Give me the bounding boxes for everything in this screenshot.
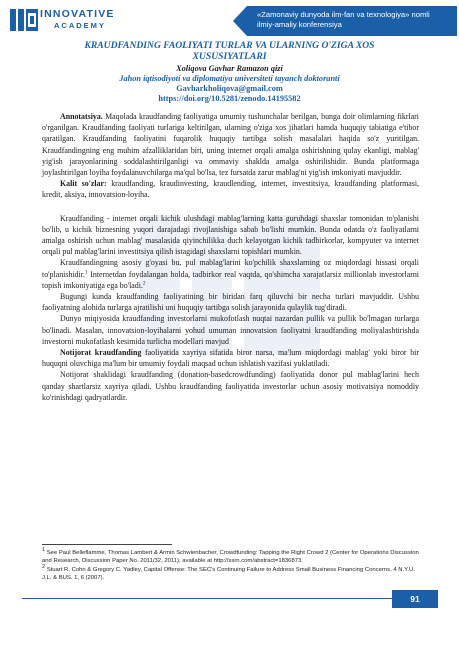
innovative-academy-logo [10, 7, 160, 33]
footnotes [42, 544, 419, 583]
article-title: KRAUDFANDING FAOLIYATI TURLAR VA ULARNING O'ZIGA XOS XUSUSIYATLARI [84, 40, 375, 62]
author-name: Xoliqova Gavhar Ramazon qizi [176, 64, 283, 73]
body-paragraph-3: Bugungi kunda kraudfanding faoliyatining bir biridan farq qiluvchi bir necha turlari mavjuddir. Ushbu faoliyatning alohida turlarga ajratilishi uni huquqiy tartibga solish jarayonida qulaylik tug'diradi. [42, 292, 419, 313]
body-paragraph-1: Kraudfanding - internet orqali kichik ulushdagi mablag'larning katta guruhdagi shaxslar tomonidan to'planishi bo'lib, u kichik biznesning yuqori darajadagi rivojlanishiga sabab bo'lishi mumkin. Bunda odatda o'z faoliyatlarni amalga oshirish uchun mablag' masalasida qiyinchilikka duch kelayotgan kichik tadbirkorlar, kompyuter va internet orqali pul mablag'larini investitsiya qilish istagidagi shaxslarni topishlari mumkin. [42, 213, 419, 257]
keywords-label: Kalit so'zlar: [60, 179, 107, 189]
body-paragraph-2 [42, 257, 419, 291]
section-spacer [42, 201, 419, 213]
author-affiliation: Jahon iqtisodiyoti va diplomatiya universiteti tayanch doktoranti [119, 74, 340, 83]
conference-title-line1: «Zamonaviy dunyoda ilm-fan va texnologiya» nomli [257, 10, 430, 19]
conference-banner [247, 6, 457, 36]
footnote-2 [42, 566, 419, 582]
body-paragraph-4: Dunyo miqiyosida kraudfanding investorlarni mukofotlash nuqtai nazardan pullik va pullik bo'lmagan turlarga bo'linadi. Masalan, innovatsion-loyihalarni yohud umuman innovatsion faoliyatni kraudfanding moliyalashtirishda investorni mukofatlash kesimida turlicha modellari mavjud [42, 314, 419, 346]
footnote-divider [42, 544, 172, 545]
article-body [42, 111, 419, 403]
footer-rule [22, 598, 412, 599]
logo-text-line2: ACADEMY [54, 21, 106, 30]
abstract-label: Annotatsiya. [60, 112, 103, 121]
logo-text-line1: INNOVATIVE [40, 8, 115, 20]
article-heading [0, 40, 459, 104]
footnote-1-number: 1 [42, 547, 46, 554]
abstract-paragraph [42, 111, 419, 178]
conference-title-line2: ilmiy-amaliy konferensiya [257, 20, 342, 29]
keywords-text: kraudfanding, kraudinvesting, kraudlending, internet, investitsiya, kraudfanding platformasi, kredit, aksiya, innovatsion-loyiha. [42, 179, 420, 200]
notijorat-term: Notijorat kraudfanding [60, 348, 142, 358]
footnote-ref-1[interactable]: 1 [84, 269, 88, 276]
body-paragraph-5 [42, 347, 419, 369]
author-email[interactable]: Gavharkholiqova@gmail.com [176, 84, 283, 93]
body-paragraph-2-part-b: Internetdan foydalangan holda, tadbirkor real vaqtda, qo'shimcha xarajatlarsiz millionlab investorlarni topish imkoniyatiga ega bo'ladi. [42, 269, 419, 290]
abstract-text: Maqolada kraudfanding faoliyatiga umumiy tushunchalar berilgan, bunga doir olimlarning fikrlari o'rganilgan. Kraudfanding faoliyati turlariga keltirilgan, ularning o'ziga xos jihatlari hamda huquqiy tabiatiga e'tibor qaratilgan. Kraudfanding faoliyatini fuqarolik huquqiy tartibga solish masalalari haqida so'z yuritilgan. Kraudfandingning eng muhim afzalliklaridan biri, uning internet orqali amalga oshirishning qulay ekanligi, mablag' yig'ish jarayonlarining soddalashtirilganligi va ommaviy shaklda amalga oshirilishidir. Bunda platformaga joylashtirilgan loyiha foydalanuvchilarga ma'qul bo'lsa, tez fursatda zarur mablag'ni yig'ish imkoniyati mavjuddir. [42, 112, 419, 178]
page-footer [0, 590, 459, 608]
page-header [0, 0, 459, 38]
footnote-ref-2[interactable]: 2 [142, 280, 146, 287]
doi-link[interactable]: https://doi.org/10.5281/zenodo.14195582 [158, 94, 301, 103]
body-paragraph-6: Notijorat shaklidagi kraudfanding (donation-basedcrowdfunding) faoliyatida donor pul mablag'larini hech qanday shartlarsiz xayriya qiladi. Ushbu kraudfanding faoliyatida investorlar uchun asosiy motivatsiya nomoddiy ko'rinishdagi qadryatlardir. [42, 370, 419, 402]
body-paragraph-5-text: faoliyatida xayriya sifatida biror narsa, ma'lum miqdordagi mablag' yoki biror bir huquqni oluvchiga ma'lum bir umumiy foydali maqsad uchun ishlatish vazifasi yuklatiladi. [42, 348, 419, 369]
logo-mark-icon [10, 7, 38, 33]
footnote-1-text: See Paul Belleflamme, Thomas Lambert & Armin Schwienbacher, Crowdfunding: Tapping the Right Crowd 2 (Center for Operations Discussion and Research, Discussion Paper No. 2011/32, 2011), available at http://ssrn.com/abstract=1836873. [42, 550, 419, 564]
footnote-2-text: Stuart R. Cohn & Gregory C. Yadley, Capital Offense: The SEC's Continuing Failure to Address Small Business Financing Concerns, 4 N.Y.U. J.L. & BUS. 1, 6 (2007). [42, 567, 415, 581]
keywords-paragraph [42, 178, 419, 200]
body-paragraph-2-part-a: Kraudfandingning asosiy g'oyasi bu, pul mablag'larini ko'pchilik shaxslarning oz miqdordagi hissasi orqali to'planishidir. [42, 258, 419, 279]
footnote-2-number: 2 [42, 564, 46, 571]
footnote-1 [42, 549, 419, 565]
page-number: 91 [392, 590, 438, 608]
